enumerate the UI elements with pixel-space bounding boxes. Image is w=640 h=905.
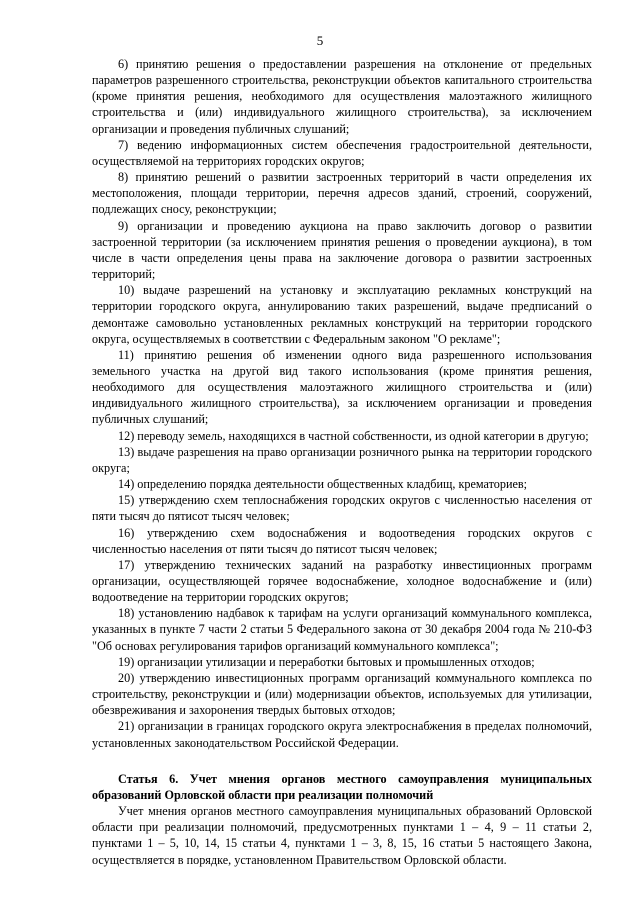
paragraph-item-15: 15) утверждению схем теплоснабжения городских округов с численностью населения от пяти тысяч до пятисот тысяч человек; [92,493,592,524]
document-body [92,56,592,868]
paragraph-item-14: 14) определению порядка деятельности общественных кладбищ, крематориев; [118,477,528,492]
paragraph-item-13: 13) выдаче разрешения на право организации розничного рынка на территории городского округа; [92,444,592,475]
paragraph-item-18: 18) установлению надбавок к тарифам на услуги организаций коммунального комплекса, указанных в пункте 7 части 2 статьи 5 Федерального закона от 30 декабря 2004 года № 210-ФЗ "Об основах регулирования тарифов организаций коммунального комплекса"; [92,606,592,653]
paragraph-item-7: 7) ведению информационных систем обеспечения градостроительной деятельности, осуществляемой на территориях городских округов; [92,137,592,168]
paragraph-item-12: 12) переводу земель, находящихся в частной собственности, из одной категории в другую; [118,428,589,443]
article-title: Статья 6. Учет мнения органов местного самоуправления муниципальных образований Орловской области при реализации полномочий [92,771,592,802]
paragraph-item-6: 6) принятию решения о предоставлении разрешения на отклонение от предельных параметров разрешенного строительства, реконструкции объектов капитального строительства (кроме принятия решения, необходимого для осуществления малоэтажного жилищного строительства и (или) индивидуального жилищного строительства), за исключением организации и проведения публичных слушаний; [92,57,592,136]
page-number: 5 [316,33,324,48]
paragraph-item-11: 11) принятию решения об изменении одного вида разрешенного использования земельного участка на другой вид такого использования (кроме принятия решения, необходимого для осуществления малоэтажного жилищного строительства и (или) индивидуального жилищного строительства), за исключением организации и проведения публичных слушаний; [92,347,592,427]
paragraph-item-9: 9) организации и проведению аукциона на право заключить договор о развитии застроенной территории (за исключением принятия решения о проведении аукциона), в том числе в части определения цены права на заключение договора о развитии застроенных территорий; [92,218,592,282]
paragraph-item-16: 16) утверждению схем водоснабжения и водоотведения городских округов с численностью населения от пяти тысяч до пятисот тысяч человек; [92,525,592,556]
article-text: Учет мнения органов местного самоуправления муниципальных образований Орловской области при реализации полномочий, предусмотренных пунктами 1 – 4, 9 – 11 статьи 2, пунктами 1 – 5, 10, 14, 15 статьи 4, пунктами 1 – 3, 8, 15, 16 статьи 5 настоящего Закона, осуществляется в порядке, установленном Правительством Орловской области. [92,804,592,867]
paragraph-item-19: 19) организации утилизации и переработки бытовых и промышленных отходов; [118,654,535,669]
paragraph-item-21: 21) организации в границах городского округа электроснабжения в пределах полномочий, установленных законодательством Российской Федерации. [92,719,592,750]
paragraph-item-20: 20) утверждению инвестиционных программ организаций коммунального комплекса по строительству, реконструкции и (или) модернизации объектов, используемых для утилизации, обезвреживания и захоронения твердых бытовых отходов; [92,670,592,718]
paragraph-item-8: 8) принятию решений о развитии застроенных территорий в части определения их местоположения, площади территории, перечня адресов зданий, строений, сооружений, подлежащих сносу, реконструкции; [92,170,592,217]
paragraph-item-17: 17) утверждению технических заданий на разработку инвестиционных программ организации, осуществляющей горячее водоснабжение, холодное водоснабжение и (или) водоотведение на территории городских округов; [92,557,592,605]
paragraph-item-10: 10) выдаче разрешений на установку и эксплуатацию рекламных конструкций на территории городского округа, аннулированию таких разрешений, выдаче предписаний о демонтаже самовольно установленных рекламных конструкций на территории городского округа, осуществляемых в соответствии с Федеральным законом "О рекламе"; [92,283,592,346]
